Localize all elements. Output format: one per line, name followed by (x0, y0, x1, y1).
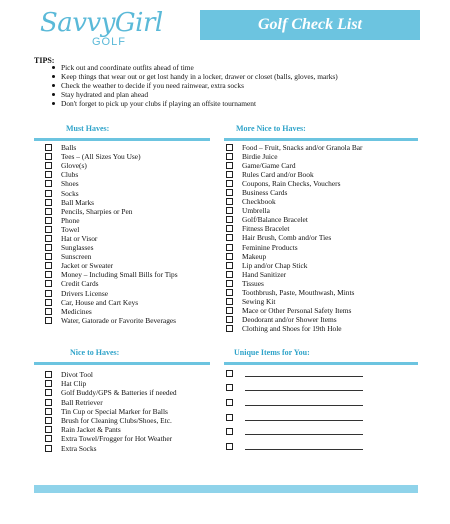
checklist-item-label: Divot Tool (61, 370, 93, 380)
checklist-item-label: Hat Clip (61, 379, 87, 389)
checkbox[interactable] (45, 399, 52, 406)
checklist-item-label: Balls (61, 143, 77, 153)
checklist-item-label: Sunscreen (61, 252, 92, 262)
checklist-item-label: Business Cards (242, 188, 288, 198)
blank-item[interactable] (226, 366, 363, 381)
nice-to-haves-header (34, 348, 210, 365)
checkbox[interactable] (226, 144, 233, 151)
checklist-item[interactable] (226, 306, 363, 315)
must-haves-header (34, 124, 210, 141)
write-in-line[interactable] (245, 390, 363, 391)
checkbox[interactable] (226, 289, 233, 296)
checkbox[interactable] (45, 208, 52, 215)
checklist-item[interactable] (226, 224, 363, 233)
checklist-item[interactable] (45, 152, 178, 161)
checkbox[interactable] (226, 234, 233, 241)
checklist-item[interactable] (226, 215, 363, 224)
unique-items-title: Unique Items for You: (234, 348, 310, 357)
blank-item[interactable] (226, 395, 363, 410)
page-title-banner (200, 10, 420, 40)
checklist-item-label: Tin Cup or Special Marker for Balls (61, 406, 168, 416)
checklist-item[interactable] (45, 261, 178, 270)
checklist-item[interactable] (45, 143, 178, 152)
savvygirl-golf-logo (40, 8, 180, 48)
checklist-item-label: Rain Jacket & Pants (61, 425, 121, 435)
footer-bar (34, 485, 418, 493)
nice-to-haves-list (45, 370, 177, 453)
checklist-item-label: Tees – (All Sizes You Use) (61, 152, 141, 162)
write-in-line[interactable] (245, 434, 363, 435)
must-haves-list (45, 143, 178, 325)
checkbox[interactable] (226, 171, 233, 178)
checklist-item-label: Pencils, Sharpies or Pen (61, 206, 133, 216)
checkbox[interactable] (45, 253, 52, 260)
checkbox[interactable] (45, 244, 52, 251)
checklist-item[interactable] (45, 234, 178, 243)
checklist-item-label: Fitness Bracelet (242, 224, 290, 234)
checklist-item-label: Makeup (242, 251, 267, 261)
checkbox[interactable] (226, 370, 233, 377)
unique-items-list (226, 366, 363, 454)
checklist-item[interactable] (45, 252, 178, 261)
blank-item[interactable] (226, 381, 363, 396)
checklist-item-label: Extra Towel/Frogger for Hot Weather (61, 434, 173, 444)
checkbox[interactable] (226, 162, 233, 169)
checklist-item[interactable] (45, 243, 178, 252)
nice-to-haves-title: Nice to Haves: (70, 348, 120, 357)
checklist-item-label: Mace or Other Personal Safety Items (242, 305, 352, 315)
checkbox[interactable] (226, 244, 233, 251)
checklist-item-label: Ball Marks (61, 197, 95, 207)
page-title: Golf Check List (258, 16, 362, 33)
checklist-item[interactable] (45, 370, 177, 379)
checklist-item[interactable] (45, 198, 178, 207)
checkbox[interactable] (45, 271, 52, 278)
checklist-item-label: Hand Sanitizer (242, 269, 287, 279)
checklist-item[interactable] (226, 270, 363, 279)
checklist-item[interactable] (226, 288, 363, 297)
write-in-line[interactable] (245, 405, 363, 406)
blank-item[interactable] (226, 424, 363, 439)
checkbox[interactable] (45, 199, 52, 206)
checklist-item-label: Phone (61, 215, 80, 225)
checklist-item-label: Checkbook (242, 197, 276, 207)
checklist-item-label: Deodorant and/or Shower Items (242, 314, 337, 324)
checkbox[interactable] (45, 380, 52, 387)
checklist-item-label: Rules Card and/or Book (242, 170, 314, 180)
checkbox[interactable] (226, 253, 233, 260)
checkbox[interactable] (45, 299, 52, 306)
checkbox[interactable] (45, 417, 52, 424)
checkbox[interactable] (226, 189, 233, 196)
checklist-item[interactable] (226, 206, 363, 215)
checkbox[interactable] (226, 153, 233, 160)
checkbox[interactable] (45, 435, 52, 442)
checkbox[interactable] (226, 298, 233, 305)
tip-item: Check the weather to decide if you need rainwear, extra socks (52, 81, 338, 90)
checklist-item[interactable] (45, 216, 178, 225)
checklist-item[interactable] (45, 398, 177, 407)
checklist-item-label: Sewing Kit (242, 296, 276, 306)
checklist-item[interactable] (226, 315, 363, 324)
checkbox[interactable] (226, 262, 233, 269)
checklist-item[interactable] (45, 416, 177, 425)
checkbox[interactable] (45, 445, 52, 452)
checklist-item[interactable] (226, 179, 363, 188)
checkbox[interactable] (226, 316, 233, 323)
checklist-item-label: Sunglasses (61, 243, 94, 253)
checklist-item-label: Brush for Cleaning Clubs/Shoes, Etc. (61, 416, 172, 426)
checklist-item[interactable] (45, 434, 177, 443)
checkbox[interactable] (45, 280, 52, 287)
checklist-item[interactable] (226, 297, 363, 306)
checkbox[interactable] (226, 271, 233, 278)
checklist-item-label: Drivers License (61, 288, 108, 298)
checklist-item[interactable] (45, 298, 178, 307)
checkbox[interactable] (45, 317, 52, 324)
checklist-item-label: Socks (61, 188, 79, 198)
checklist-item-label: Golf Buddy/GPS & Batteries if needed (61, 388, 177, 398)
checklist-item[interactable] (45, 289, 178, 298)
checkbox[interactable] (45, 235, 52, 242)
checklist-item-label: Shoes (61, 179, 79, 189)
checkbox[interactable] (45, 262, 52, 269)
checklist-item[interactable] (45, 188, 178, 197)
checklist-item[interactable] (45, 379, 177, 388)
checklist-item[interactable] (226, 279, 363, 288)
checklist-item-label: Clothing and Shoes for 19th Hole (242, 323, 342, 333)
checklist-item[interactable] (45, 270, 178, 279)
checklist-item-label: Hair Brush, Comb and/or Ties (242, 233, 332, 243)
checkbox[interactable] (226, 399, 233, 406)
checkbox[interactable] (45, 144, 52, 151)
checklist-item-label: Game/Game Card (242, 161, 296, 171)
checklist-item-label: Birdie Juice (242, 152, 278, 162)
checklist-item[interactable] (45, 407, 177, 416)
checklist-item-label: Jacket or Sweater (61, 261, 114, 271)
checkbox[interactable] (45, 162, 52, 169)
checkbox[interactable] (45, 408, 52, 415)
checkbox[interactable] (226, 225, 233, 232)
checklist-item-label: Coupons, Rain Checks, Vouchers (242, 179, 341, 189)
checkbox[interactable] (226, 325, 233, 332)
checkbox[interactable] (45, 308, 52, 315)
checklist-item[interactable] (226, 197, 363, 206)
checklist-item[interactable] (45, 161, 178, 170)
checklist-item[interactable] (226, 261, 363, 270)
checklist-item[interactable] (45, 316, 178, 325)
checkbox[interactable] (226, 280, 233, 287)
checklist-item-label: Food – Fruit, Snacks and/or Granola Bar (242, 143, 363, 153)
checkbox[interactable] (226, 307, 233, 314)
checkbox[interactable] (226, 180, 233, 187)
checkbox[interactable] (45, 171, 52, 178)
checklist-item-label: Money – Including Small Bills for Tips (61, 270, 178, 280)
checkbox[interactable] (226, 384, 233, 391)
checkbox[interactable] (226, 216, 233, 223)
blank-item[interactable] (226, 410, 363, 425)
checklist-item-label: Golf/Balance Bracelet (242, 215, 308, 225)
checklist-item-label: Lip and/or Chap Stick (242, 260, 308, 270)
checklist-item[interactable] (45, 225, 178, 234)
checkbox[interactable] (45, 217, 52, 224)
checklist-item[interactable] (226, 188, 363, 197)
checkbox[interactable] (226, 428, 233, 435)
tip-item: Don't forget to pick up your clubs if playing an offsite tournament (52, 99, 338, 108)
checklist-item[interactable] (45, 170, 178, 179)
tips-list (52, 63, 338, 108)
checklist-item-label: Glove(s) (61, 161, 87, 171)
checklist-item[interactable] (226, 161, 363, 170)
checkbox[interactable] (226, 414, 233, 421)
checkbox[interactable] (45, 153, 52, 160)
checklist-item[interactable] (226, 243, 363, 252)
checklist-item[interactable] (226, 233, 363, 242)
checklist-item[interactable] (45, 207, 178, 216)
checkbox[interactable] (45, 190, 52, 197)
checklist-item-label: Clubs (61, 170, 79, 180)
checklist-item-label: Feminine Products (242, 242, 298, 252)
checkbox[interactable] (45, 389, 52, 396)
checklist-item-label: Credit Cards (61, 279, 99, 289)
checklist-item-label: Ball Retriever (61, 397, 103, 407)
checklist-item[interactable] (226, 324, 363, 333)
checklist-item[interactable] (45, 444, 177, 453)
checklist-item-label: Tissues (242, 278, 264, 288)
tip-item: Stay hydrated and plan ahead (52, 90, 338, 99)
checkbox[interactable] (45, 180, 52, 187)
checkbox[interactable] (226, 207, 233, 214)
checklist-item-label: Towel (61, 224, 80, 234)
checklist-item-label: Umbrella (242, 206, 270, 216)
write-in-line[interactable] (245, 420, 363, 421)
checklist-item-label: Medicines (61, 306, 92, 316)
write-in-line[interactable] (245, 376, 363, 377)
checkbox[interactable] (45, 426, 52, 433)
more-nice-to-haves-title: More Nice to Haves: (236, 124, 306, 133)
checklist-item[interactable] (45, 179, 178, 188)
checkbox[interactable] (226, 198, 233, 205)
logo-wordmark: SavvyGirl (40, 8, 163, 38)
unique-items-header (224, 348, 418, 365)
blank-item[interactable] (226, 439, 363, 454)
checkbox[interactable] (45, 290, 52, 297)
more-nice-to-haves-list (226, 143, 363, 333)
checklist-item[interactable] (45, 388, 177, 397)
tip-item: Keep things that wear out or get lost handy in a locker, drawer or closet (balls, gloves, marks) (52, 72, 338, 81)
checkbox[interactable] (45, 371, 52, 378)
checklist-item[interactable] (226, 152, 363, 161)
checklist-item-label: Car, House and Cart Keys (61, 297, 139, 307)
checkbox[interactable] (226, 443, 233, 450)
checklist-item[interactable] (226, 143, 363, 152)
tip-item: Pick out and coordinate outfits ahead of time (52, 63, 338, 72)
checklist-item[interactable] (226, 170, 363, 179)
checklist-item-label: Water, Gatorade or Favorite Beverages (61, 315, 177, 325)
checklist-item[interactable] (45, 425, 177, 434)
checklist-item[interactable] (226, 252, 363, 261)
checkbox[interactable] (45, 226, 52, 233)
tips-label: TIPS: (34, 56, 55, 65)
must-haves-title: Must Haves: (66, 124, 110, 133)
checklist-item-label: Toothbrush, Paste, Mouthwash, Mints (242, 287, 355, 297)
checklist-item[interactable] (45, 279, 178, 288)
checklist-item[interactable] (45, 307, 178, 316)
checklist-item-label: Hat or Visor (61, 233, 98, 243)
write-in-line[interactable] (245, 449, 363, 450)
more-nice-to-haves-header (224, 124, 418, 141)
logo-subtitle: GOLF (92, 36, 126, 48)
checklist-item-label: Extra Socks (61, 443, 97, 453)
